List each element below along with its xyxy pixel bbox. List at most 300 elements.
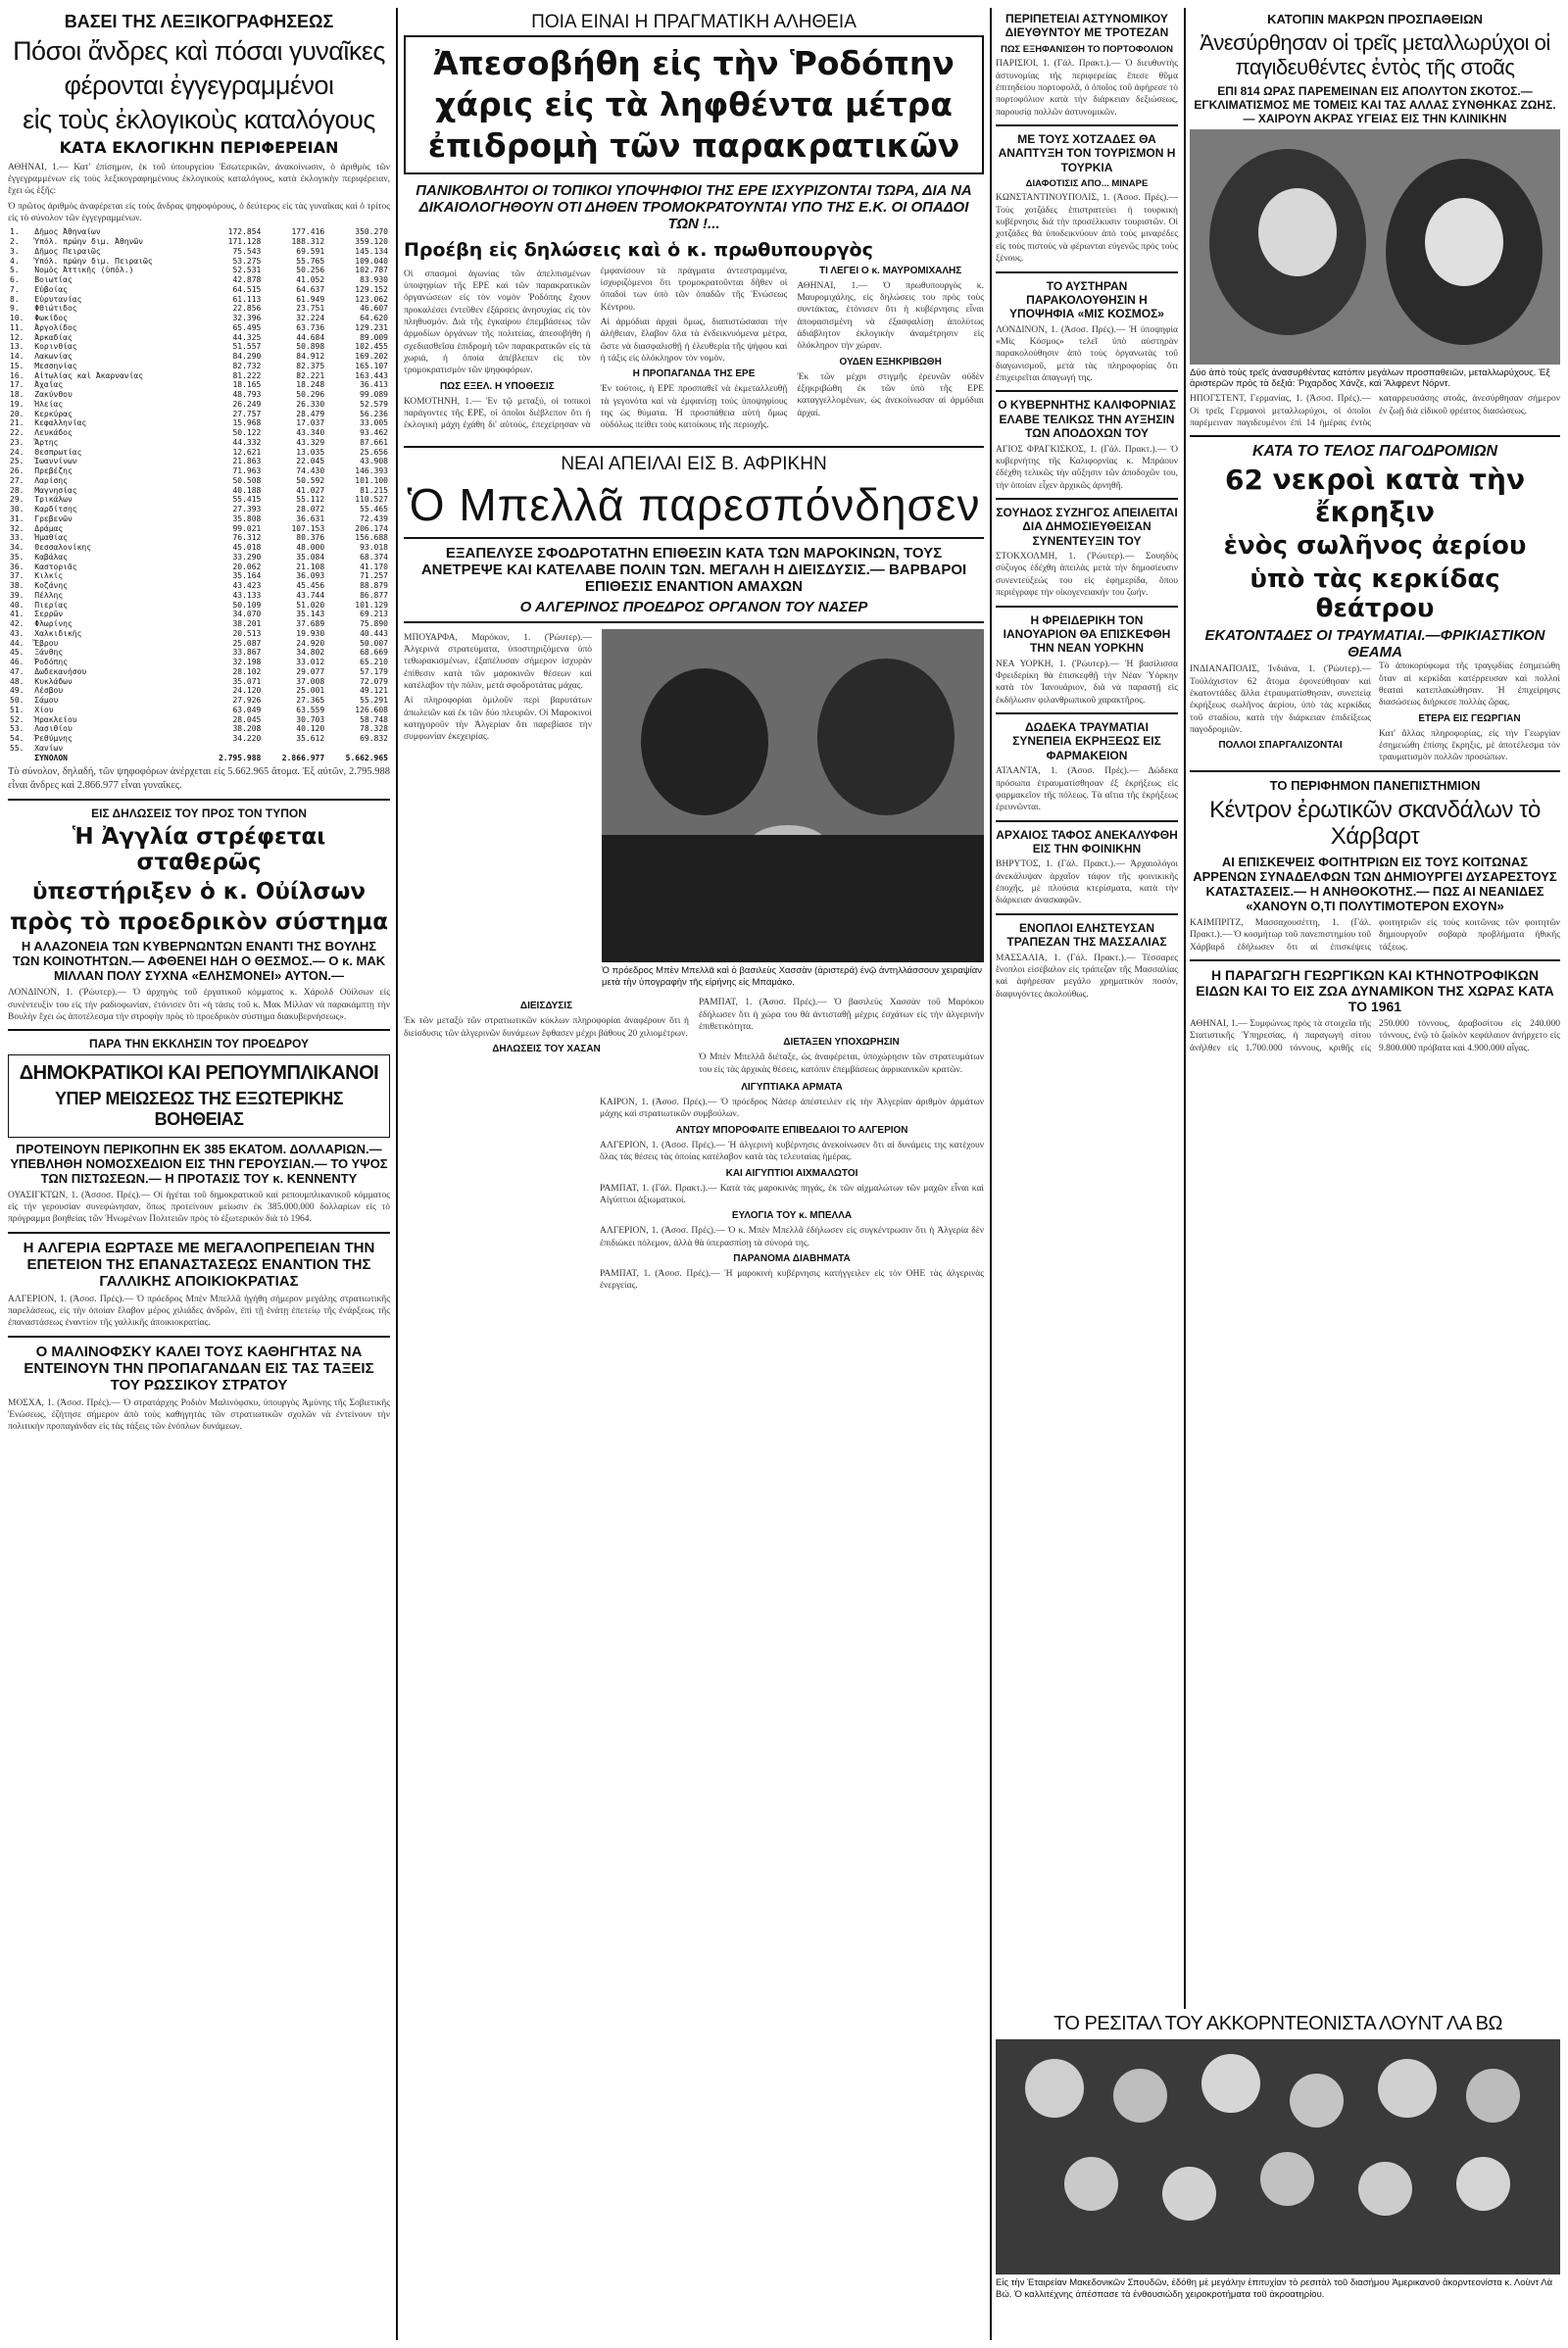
results-row [8,686,390,696]
women-count: 13.035 [296,447,325,457]
district-name: Ἀρκαδίας [34,332,73,342]
district-name: Χαλκιδικῆς [34,628,82,638]
row-number: 30. [10,505,24,514]
rodopi-subhead: Προέβη εἰς δηλώσεις καὶ ὁ κ. πρωθυπουργὸς [404,238,873,261]
wilson-headline-3: πρὸς τὸ προεδρικὸν σύστημα [9,908,389,935]
row-number: 10. [10,314,24,322]
total-count: 83.930 [360,275,388,284]
aid-headline-box [8,1054,390,1137]
results-row [8,639,390,649]
district-name: Ἠλείας [34,399,64,409]
total-count: 25.656 [360,447,388,457]
row-number: 21. [10,418,24,428]
harvard-body: ΚΑΙΜΠΡΙΤΖ, Μασσαχουσέττη, 1. (Γάλ. Πρακτ.).— Ὁ κοσμήτωρ τοῦ πανεπιστημίου τοῦ Χάρβαρδ ἐδήλωσεν ὅτι αἱ ἐπισκέψεις φοιτητριῶν εἰς τοὺς κοιτῶνας τῶν φοιτητῶν δημιουργοῦν σοβαρὰ προβλήματα ἠθικῆς τάξεως. [1190,918,1560,953]
aid-body: ΟΥΑΣΙΓΚΤΩΝ, 1. (Ἀσσοσ. Πρές).— Οἱ ἡγέται τοῦ δημοκρατικοῦ καὶ ρεπουμπλικανικοῦ κόμματος εἰς τὴν γερουσίαν συνεφώνησαν, ὅπως προτείνουν μείωσιν ἐκ 385.000.000 δολλαρίων εἰς τὸ πρόγραμμα βοηθείας τῶν Ἡνωμένων Πολιτειῶν πρὸς τὸ ἐξωτερικόν διὰ τὸ 1964. [8,1190,390,1225]
district-name: Μεσσηνίας [34,361,77,370]
total-label: ΣΥΝΟΛΟΝ [34,753,68,762]
africa-kicker-4: ΚΑΙ ΑΙΓΥΠΤΙΟΙ ΑΙΧΜΑΛΩΤΟΙ [725,1167,858,1179]
row-number: 42. [10,619,24,628]
rodopi-section-2: Η ΠΡΟΠΑΓΑΝΔΑ ΤΗΣ ΕΡΕ [632,368,756,380]
results-row [8,505,390,514]
men-count [200,744,264,754]
district-name: Ὑπόλ. πρώην διμ. Πειραιῶς [34,256,153,266]
row-number: 12. [10,332,24,342]
row-number: 46. [10,658,24,666]
results-row [8,390,390,400]
africa-body-4: ΡΑΜΠΑΤ, 1. (Ἀσοσ. Πρές).— Ὁ βασιλεὺς Χασσὰν τοῦ Μαρόκου ἐδήλωσεν ὅτι ἡ χώρα του θὰ ἀντισταθῇ μέχρις ἐσχάτων εἰς τὴν ἀλγερινὴν ἐπιθετικότητα. [699,998,984,1033]
total-count: 93.018 [360,543,388,552]
men-count: 12.621 [232,447,262,457]
women-count: 74.430 [296,466,325,475]
women-count: 35.084 [296,552,325,562]
rodeo-headline-1: 62 νεκροὶ κατὰ τὴν ἔκρηξιν [1224,464,1526,528]
district-name: Αἰτωλίας καὶ Ἀκαρνανίας [34,370,144,380]
miners-headline: Ἀνεσύρθησαν οἱ τρεῖς μεταλλωρύχοι οἱ παγιδευθέντες ἐντὸς τῆς στοᾶς [1200,30,1550,80]
women-count: 80.376 [296,533,325,543]
men-count: 50.508 [232,475,262,485]
row-number: 31. [10,514,24,523]
women-count: 55.765 [296,256,325,266]
row-number: 41. [10,610,24,619]
results-row [8,610,390,619]
women-count: 34.802 [296,648,325,658]
rodopi-body-2: ΚΟΜΟΤΗΝΗ, 1.— Ἐν τῷ μεταξύ, οἱ τοπικοὶ παράγοντες τῆς ΕΡΕ, οἱ ὁποῖοι διέβλεπον ὅτι ἡ ἐκλογικὴ μάχη ἐχάθη δι' αὐτούς, ἐπεχείρησαν νὰ ἐμφανίσουν τὰ πράγματα ἀντεστραμμένα, ἰσχυριζόμενοι ὅτι τρομοκρατοῦνται δῆθεν οἱ ὀπαδοί των ὑπὸ τῶν ὀπαδῶν τῆς Ἑνώσεως Κέντρου. [404,266,788,431]
total-count: 156.688 [355,533,388,543]
men-count: 28.045 [232,714,262,724]
results-row [8,410,390,419]
rodopi-headline-box [404,35,984,174]
harvard-subhead: ΑΙ ΕΠΙΣΚΕΨΕΙΣ ΦΟΙΤΗΤΡΙΩΝ ΕΙΣ ΤΟΥΣ ΚΟΙΤΩΝΑΣ ΑΡΡΕΝΩΝ ΣΥΝΑΔΕΛΦΩΝ ΤΩΝ ΔΗΜΙΟΥΡΓΕΙ ΔΥΣΑΡΕΣΤΟΥΣ ΚΑΤΑΣΤΑΣΕΙΣ.— Η ΑΝΗΘΟΚΟΤΗΣ.— ΠΩΣ ΑΙ ΝΕΑΝΙΔΕΣ «ΧΑΝΟΥΝ Ο,ΤΙ ΠΟΛΥΤΙΜΟΤΕΡΟΝ ΕΧΟΥΝ» [1193,855,1557,914]
accordion-headline: ΤΟ ΡΕΣΙΤΑΛ ΤΟΥ ΑΚΚΟΡΝΤΕΟΝΙΣΤΑ ΛΟΥΝΤ ΛΑ ΒΩ [1054,2013,1502,2034]
results-row [8,677,390,687]
row-number: 34. [10,543,24,552]
women-count: 29.077 [296,666,325,676]
men-count: 51.557 [232,342,262,352]
row-number: 50. [10,696,24,705]
women-count: 33.012 [296,658,325,666]
total-count: 55.465 [360,505,388,514]
men-count: 48.793 [232,390,262,399]
row-number: 15. [10,361,24,370]
women-count: 22.045 [296,457,325,466]
africa-kicker-2: ΛΙΓΥΠΤΙΑΚΑ ΑΡΜΑΤΑ [741,1082,843,1094]
results-row [8,304,390,314]
district-name: Δῆμος Πειραιῶς [34,246,101,256]
results-row [8,581,390,591]
results-row [8,295,390,305]
total-count: 49.121 [360,686,388,696]
district-name: Λασιθίου [34,724,73,734]
agriculture-body: ΑΘΗΝΑΙ, 1.— Συμφώνως πρὸς τὰ στοιχεῖα τῆς Στατιστικῆς Ὑπηρεσίας, ἡ παραγωγὴ σίτου ἀνῆλθεν εἰς 1.700.000 τόννους, κριθῆς εἰς 250.000 τόννους, ἀραβοσίτου εἰς 240.000 τόννους, ἐνῷ τὸ ζωϊκὸν κεφάλαιον ἀνήρχετο εἰς 9.800.000 πρόβατα καὶ 4.900.000 αἶγας. [1190,1019,1560,1053]
africa-section-1: ΔΙΕΙΣΔΥΣΙΣ [519,1001,573,1012]
wilson-kicker: ΕΙΣ ΔΗΛΩΣΕΙΣ ΤΟΥ ΠΡΟΣ ΤΟΝ ΤΥΠΟΝ [91,806,307,820]
california-body: ΑΓΙΟΣ ΦΡΑΓΚΙΣΚΟΣ, 1. (Γάλ. Πρακτ.).— Ὁ κυβερνήτης τῆς Καλιφορνίας κ. Μπράουν ἐδέχθη τελικῶς τὴν αὔξησιν τῶν ἀποδοχῶν του, τὴν ὁποίαν εἶχεν ἀρχικῶς ἀρνηθῆ. [996,444,1178,491]
total-count: 65.210 [360,658,388,666]
district-name: Βοιωτίας [34,275,73,284]
total-all: 5.662.965 [345,753,388,762]
algeria-body: ΑΛΓΕΡΙΟΝ, 1. (Ἀσοσ. Πρές).— Ὁ πρόεδρος Μπὲν Μπελλᾶ ἡγήθη σήμερον μεγάλης στρατιωτικῆς παρελάσεως, εἰς τὴν ὁποίαν ἔλαβον μέρος χιλιάδες ἀνδρῶν, ἐπὶ τῇ ἐνάτῃ ἐπετείῳ τῆς ἐνάρξεως τῆς ἐπαναστάσεως ἐναντίον τῆς γαλλικῆς ἀποικιοκρατίας. [8,1294,390,1329]
results-row [8,371,390,381]
women-count: 26.330 [296,399,325,409]
total-count: 123.062 [355,294,388,304]
total-count: 169.202 [355,352,388,361]
total-count: 206.174 [355,523,388,533]
pharmacy-body: ΑΤΛΑΝΤΑ, 1. (Ἀσοσ. Πρές).— Δώδεκα πρόσωπα ἐτραυματίσθησαν ἐξ ἐκρήξεως εἰς φαρμακεῖον τῆς πόλεως. Τὰ αἴτια τῆς ἐκρήξεως ἐρευνῶνται. [996,766,1178,813]
rodopi-body-5: ΑΘΗΝΑΙ, 1.— Ὁ πρωθυπουργὸς κ. Μαυρομιχάλης, εἰς δηλώσεις του πρὸς τοὺς συντάκτας, ἐτόνισεν ὅτι ἡ κυβέρνησις εἶναι ἀποφασισμένη νὰ ἐξασφαλίσῃ ἀπολύτως ἀδιάβλητον ἐκλογικὴν ἀναμέτρησιν εἰς ὁλόκληρον τὴν χώραν. [797,280,984,352]
africa-cont-body-3: ΡΑΜΠΑΤ, 1. (Γάλ. Πρακτ.).— Κατὰ τὰς μαροκινὰς πηγάς, ἐκ τῶν αἰχμαλώτων τῶν μαχῶν εἶναι καὶ Αἰγύπτιοι ἀξιωματικοί. [600,1183,984,1205]
men-count: 61.113 [232,294,262,304]
results-row [8,514,390,524]
women-count: 50.592 [296,475,325,485]
women-count: 35.612 [296,734,325,743]
results-row [8,342,390,352]
row-number: 54. [10,734,24,743]
women-count: 177.416 [291,227,325,237]
total-count: 87.661 [360,437,388,447]
total-count: 126.608 [355,705,388,714]
column-left [8,8,390,2340]
rodopi-body-4: Ἐν τούτοις, ἡ ΕΡΕ προσπαθεῖ νὰ ἐκμεταλλευθῇ τὰ γεγονότα καὶ νὰ ἐμφανίσῃ τοὺς ὑποψηφίους της ὡς θύματα. Ἡ προσπάθεια αὐτὴ ὅμως οὐδόλως πείθει τοὺς κατοίκους τῆς περιοχῆς. [600,384,788,431]
men-count: 40.188 [232,485,262,495]
district-name: Λακωνίας [34,352,73,361]
district-name: Ἔβρου [34,638,59,648]
rodopi-headline-2: χάρις εἰς τὰ ληφθέντα μέτρα [435,84,953,123]
california-headline: Ο ΚΥΒΕΡΝΗΤΗΣ ΚΑΛΙΦΟΡΝΙΑΣ ΕΛΑΒΕ ΤΕΛΙΚΩΣ ΤΗΝ ΑΥΞΗΣΙΝ ΤΩΝ ΑΠΟΔΟΧΩΝ ΤΟΥ [998,398,1176,441]
swedish-spouse-body: ΣΤΟΚΧΟΛΜΗ, 1. (Ῥώυτερ).— Σουηδὸς σύζυγος ἐδέχθη ἀπειλὰς μετὰ τὴν δημοσίευσιν συνεντεύξεώς του εἰς ἐφημερίδα, ὅπου περιέγραφε τὴν οἰκογενειακήν του ζωήν. [996,552,1178,599]
men-count: 24.120 [232,686,262,696]
results-row [8,466,390,476]
district-name: Ῥοδόπης [34,658,68,666]
women-count: 63.736 [296,322,325,332]
africa-kicker: ΝΕΑΙ ΑΠΕΙΛΑΙ ΕΙΣ Β. ΑΦΡΙΚΗΝ [561,453,827,474]
results-row [8,553,390,563]
row-number: 29. [10,495,24,505]
algeria-headline: Η ΑΛΓΕΡΙΑ ΕΩΡΤΑΣΕ ΜΕ ΜΕΓΑΛΟΠΡΕΠΕΙΑΝ ΤΗΝ ΕΠΕΤΕΙΟΝ ΤΗΣ ΕΠΑΝΑΣΤΑΣΕΩΣ ΕΝΑΝΤΙΟΝ ΤΗΣ ΓΑΛΛΙΚΗΣ ΑΠΟΙΚΙΟΚΡΑΤΙΑΣ [23,1239,375,1290]
lexico-headline-3: εἰς τοὺς ἐκλογικοὺς καταλόγους [23,105,375,135]
rodeo-section-1: ΠΟΛΛΟΙ ΣΠΑΡΓΑΛΙΖΟΝΤΑΙ [1218,740,1343,752]
results-row [8,362,390,371]
men-count: 32.396 [232,314,262,322]
men-count: 64.515 [232,284,262,294]
africa-section-3: ΔΙΕΤΑΞΕΝ ΥΠΟΧΩΡΗΣΙΝ [783,1037,900,1049]
women-count: 25.001 [296,686,325,696]
district-name: Φλωρίνης [34,619,73,628]
women-count: 30.703 [296,714,325,724]
results-row [8,744,390,754]
rodopi-section-3: ΤΙ ΛΕΓΕΙ Ο κ. ΜΑΥΡΟΜΙΧΑΛΗΣ [819,265,962,276]
peripeteiai-headline: ΠΕΡΙΠΕΤΕΙΑΙ ΑΣΤΥΝΟΜΙΚΟΥ ΔΙΕΥΘΥΝΤΟΥ ΜΕ ΤΡΟΤΕΖΑΝ [1004,12,1169,40]
total-count: 52.579 [360,399,388,409]
rodopi-kicker: ΠΟΙΑ ΕΙΝΑΙ Η ΠΡΑΓΜΑΤΙΚΗ ΑΛΗΘΕΙΑ [531,12,857,32]
district-name: Κυκλάδων [34,676,73,686]
men-count: 18.165 [232,380,262,390]
row-number: 48. [10,676,24,686]
lexico-headline-2: φέρονται ἐγγεγραμμένοι [64,71,334,101]
men-count: 38.201 [232,619,262,628]
results-row [8,323,390,333]
miners-body: ΗΠΟΓΣΤΕΝΤ, Γερμανίας, 1. (Ἀσοσ. Πρές).— Οἱ τρεῖς Γερμανοὶ μεταλλωρύχοι, οἱ ὁποῖοι παρέμειναν παγιδευμένοι ἐπὶ 14 ἡμέρας ἐντὸς καταρρευσάσης στοᾶς, ἀνεσύρθησαν σήμερον ἐν ζωῇ διὰ εἰδικοῦ φρέατος διασώσεως. [1190,394,1560,429]
row-number: 22. [10,428,24,437]
district-name: Λευκάδος [34,428,73,437]
row-number: 32. [10,523,24,533]
women-count: 27.365 [296,696,325,705]
results-row [8,543,390,553]
men-count: 28.102 [232,666,262,676]
women-count: 107.153 [291,523,325,533]
men-count: 26.249 [232,399,262,409]
row-number: 19. [10,399,24,409]
women-count [263,744,326,754]
total-count: 129.231 [355,322,388,332]
men-count: 33.290 [232,552,262,562]
total-count: 69.213 [360,610,388,619]
women-count: 45.456 [296,581,325,590]
frederiki-body: ΝΕΑ ΥΟΡΚΗ, 1. (Ῥώυτερ).— Ἡ βασίλισσα Φρειδερίκη θὰ ἐπισκεφθῇ τὴν Νέαν Ὑόρκην κατὰ τὸν Ἰανουάριον, διὰ νὰ παραστῇ εἰς ἐκδήλωσιν φιλανθρωπικοῦ χαρακτῆρος. [996,659,1178,706]
district-name: Ἀργολίδος [34,322,77,332]
column-rule-2 [990,8,992,2340]
women-count: 41.027 [296,485,325,495]
results-row [8,629,390,639]
africa-kicker-6: ΠΑΡΑΝΟΜΑ ΔΙΑΒΗΜΑΤΑ [733,1252,851,1264]
total-count: 93.462 [360,428,388,437]
women-count: 18.248 [296,380,325,390]
africa-cont-body-2: ΑΛΓΕΡΙΟΝ, 1. (Ἀσοσ. Πρές).— Ἡ ἀλγερινὴ κυβέρνησις ἀνεκοίνωσεν ὅτι αἱ δυνάμεις της κατέχουν ὅλας τὰς θέσεις τὰς ὁποίας κατέλαβον κατὰ τὰς τελευταίας ἡμέρας. [600,1140,984,1163]
africa-body-3: Ἐκ τῶν μεταξὺ τῶν στρατιωτικῶν κύκλων πληροφορίαι ἀναφέρουν ὅτι ἡ διείσδυσις τῶν ἀλγερινῶν δυνάμεων ἔφθασεν μέχρι βάθους 20 χιλιομέτρων. [404,1016,689,1039]
africa-more-columns [404,997,984,1076]
results-row [8,352,390,362]
row-number: 18. [10,390,24,399]
women-count: 69.591 [296,246,325,256]
district-name: Καρδίτσης [34,505,77,514]
men-count: 25.087 [232,638,262,648]
miss-world-headline: ΤΟ ΑΥΣΤΗΡΑΝ ΠΑΡΑΚΟΛΟΥΘΗΣΙΝ Η ΥΠΟΨΗΦΙΑ «ΜΙΣ ΚΟΣΜΟΣ» [1009,278,1164,321]
rodopi-headline-3: ἐπιδρομὴ τῶν παρακρατικῶν [427,125,960,165]
women-count: 61.949 [296,294,325,304]
results-row [8,476,390,486]
district-name: Φθιώτιδος [34,304,77,314]
benbella-hassan-photo [602,629,984,962]
results-row [8,724,390,734]
swedish-spouse-headline: ΣΟΥΗΔΟΣ ΣΥΖΗΓΟΣ ΑΠΕΙΛΕΙΤΑΙ ΔΙΑ ΔΗΜΟΣΙΕΥΘΕΙΣΑΝ ΣΥΝΕΝΤΕΥΞΙΝ ΤΟΥ [996,505,1178,548]
africa-continuation [404,1082,984,1292]
wilson-body: ΛΟΝΔΙΝΟΝ, 1. (Ῥώυτερ).— Ὁ ἀρχηγὸς τοῦ ἐργατικοῦ κόμματος κ. Χάρολδ Οὐίλσων εἰς συνέντευξίν του εἰς τὴν ραδιοφωνίαν, ἐτόνισεν ὅτι «ἡ τάσις τοῦ κ. Μακ Μίλλαν νὰ παρακάμπτῃ τὴν Βουλὴν ἔχει ὡς ἀποτέλεσμα τὴν στροφὴν πρὸς τὸ προεδρικὸν σύστημα διακυβερνήσεως». [8,988,390,1022]
row-number: 49. [10,686,24,696]
total-women: 2.866.977 [281,753,325,762]
accordion-section [996,2009,1560,2340]
district-name: Καστοριᾶς [34,562,77,571]
district-name: Τρικάλων [34,495,73,505]
row-number: 36. [10,562,24,571]
results-row [8,486,390,496]
men-count: 55.415 [232,495,262,505]
results-row [8,237,390,247]
women-count: 28.072 [296,505,325,514]
rodopi-body-1: Οἱ σπασμοὶ ἀγωνίας τῶν ἀπελπισμένων ὑποψηφίων τῆς ΕΡΕ καὶ τῶν παρακρατικῶν ὀργανώσεων εἰς τὸν νομὸν Ῥοδόπης ἔχουν προκαλέσει ἐντεῦθεν ἐξάρσεις ἀνησυχίας εἰς τὸν πληθυσμόν. Διὰ τῆς ἐγκαίρου ἐπεμβάσεως τῶν ἀρμοδίων ὀργάνων τῆς πολιτείας, ἀπεσοβήθη ἡ σχεδιασθεῖσα ἐπιδρομὴ τῶν παρακρατικῶν εἰς τὰ χωριά, ἡ ὁποία ἀπέβλεπεν εἰς τὸν τρομοκρατισμὸν τῶν ψηφοφόρων. [404,269,591,376]
row-number: 23. [10,437,24,447]
total-count: 350.270 [355,227,388,237]
row-number: 53. [10,724,24,734]
row-number: 9. [10,304,20,314]
results-row [8,533,390,543]
row-number: 51. [10,705,24,714]
row-number: 26. [10,466,24,475]
district-name: Ἡρακλείου [34,714,77,724]
results-row [8,619,390,629]
district-name: Ὑπόλ. πρώην διμ. Ἀθηνῶν [34,237,144,246]
pharmacy-headline: ΔΩΔΕΚΑ ΤΡΑΥΜΑΤΙΑΙ ΣΥΝΕΠΕΙΑ ΕΚΡΗΞΕΩΣ ΕΙΣ ΦΑΡΜΑΚΕΙΟΝ [1012,720,1161,762]
results-row [8,457,390,466]
total-count: 57.179 [360,666,388,676]
men-count: 43.133 [232,590,262,600]
total-count: 165.107 [355,361,388,370]
aid-kicker: ΠΑΡΑ ΤΗΝ ΕΚΚΛΗΣΙΝ ΤΟΥ ΠΡΟΕΔΡΟΥ [88,1037,310,1052]
district-name: Δῆμος Ἀθηναίων [34,227,101,237]
district-name: Μαγνησίας [34,485,77,495]
results-row [8,380,390,390]
africa-kicker-5: ΕΥΛΟΓΙΑ ΤΟΥ κ. ΜΠΕΛΛΑ [731,1210,853,1222]
africa-subhead: ΕΞΑΠΕΛΥΣΕ ΣΦΟΔΡΟΤΑΤΗΝ ΕΠΙΘΕΣΙΝ ΚΑΤΑ ΤΩΝ ΜΑΡΟΚΙΝΩΝ, ΤΟΥΣ ΑΝΕΤΡΕΨΕ ΚΑΙ ΚΑΤΕΛΑΒΕ ΠΟΛΙΝ ΤΩΝ. ΜΕΓΑΛΗ Η ΔΙΕΙΣΔΥΣΙΣ.— ΒΑΡΒΑΡΟΙ ΕΠΙΘΕΣΙΣ ΕΝΑΝΤΙΟΝ ΑΜΑΧΩΝ [420,544,967,595]
men-count: 99.021 [232,523,262,533]
africa-body-5: Ὁ Μπὲν Μπελλᾶ διέταξε, ὡς ἀναφέρεται, ὑποχώρησιν τῶν στρατευμάτων του εἰς τὰς ἀρχικὰς θέσεις, κατόπιν ἐπεμβάσεως ἀφρικανικῶν κρατῶν. [699,1052,984,1075]
row-number: 4. [10,256,20,266]
wilson-headline-2: ὑπεστήριξεν ὁ κ. Οὐίλσων [31,879,367,905]
men-count: 22.856 [232,304,262,314]
results-row [8,524,390,534]
aid-subhead: ΠΡΟΤΕΙΝΟΥΝ ΠΕΡΙΚΟΠΗΝ ΕΚ 385 ΕΚΑΤΟΜ. ΔΟΛΛΑΡΙΩΝ.— ΥΠΕΒΛΗΘΗ ΝΟΜΟΣΧΕΔΙΟΝ ΕΙΣ ΤΗΝ ΓΕΡΟΥΣΙΑΝ.— ΤΟ ΥΨΟΣ ΤΩΝ ΠΙΣΤΩΣΕΩΝ.— Η ΠΡΟΤΑΣΙΣ ΤΟΥ κ. ΚΕΝΝΕΝΤΥ [10,1141,388,1186]
men-count: 44.332 [232,437,262,447]
row-number: 37. [10,571,24,581]
women-count: 188.312 [291,237,325,246]
district-name: Πέλλης [34,590,64,600]
men-count: 45.018 [232,543,262,552]
district-name: Δωδεκανήσου [34,666,87,676]
district-name: Φωκίδος [34,314,68,322]
men-count: 20.062 [232,562,262,571]
rodeo-body-3: Κατ' ἄλλας πληροφορίας, εἰς τὴν Γεωργίαν ἐσημειώθη ἐπίσης ἔκρηξις, μὲ ἀποτέλεσμα τὸν τραυματισμὸν πολλῶν προσώπων. [1379,728,1560,763]
total-count: 145.134 [355,246,388,256]
bank-body: ΜΑΣΣΑΛΙΑ, 1. (Γάλ. Πρακτ.).— Τέσσαρες ἔνοπλοι εἰσέβαλον εἰς τράπεζαν τῆς Μασσαλίας καὶ ἀφήρεσαν μεγάλο χρηματικὸν ποσόν, διαφυγόντες ἀκολούθως. [996,953,1178,1000]
column-rule-3 [1184,8,1186,2340]
africa-headline: Ὁ Μπελλᾶ παρεσπόνδησεν [407,478,981,530]
district-name: Ἠμαθίας [34,533,68,543]
lexico-headline-4: ΚΑΤΑ ΕΚΛΟΓΙΚΗΝ ΠΕΡΙΦΕΡΕΙΑΝ [59,138,339,158]
district-name: Ζακύνθου [34,390,73,399]
row-number: 44. [10,638,24,648]
column-center [404,8,984,2340]
women-count: 63.559 [296,705,325,714]
rodopi-section-1: ΠΩΣ ΕΞΕΛ. Η ΥΠΟΘΕΣΙΣ [439,380,555,392]
row-number: 28. [10,485,24,495]
lexico-lead: ΑΘΗΝΑΙ, 1.— Κατ' ἐπίσημον, ἐκ τοῦ ὑπουργείου Ἐσωτερικῶν, ἀνακοίνωσιν, ὁ ἀριθμὸς τῶν ἐγγεγραμμένων εἰς τοὺς λεξικογραφημένους ἐκλογικοὺς καταλόγους, κατὰ ἐκλογικὴν περιφέρειαν, ἔχει ὡς ἑξῆς: [8,162,390,197]
results-row [8,696,390,706]
district-name: Χίου [34,705,54,714]
row-number: 35. [10,552,24,562]
peripeteiai-subhead: ΠΩΣ ΕΞΗΦΑΝΙΣΘΗ ΤΟ ΠΟΡΤΟΦΟΛΙΟΝ [1000,43,1174,55]
women-count: 82.375 [296,361,325,370]
men-count: 53.275 [232,256,262,266]
rodopi-body-columns [404,266,984,432]
row-number: 8. [10,294,20,304]
rodeo-kicker: ΚΑΤΑ ΤΟ ΤΕΛΟΣ ΠΑΓΟΔΡΟΜΙΩΝ [1251,443,1498,461]
results-row [8,667,390,677]
results-row [8,571,390,581]
results-row [8,285,390,295]
row-number: 1. [10,227,20,237]
results-row [8,227,390,237]
women-count: 43.340 [296,428,325,437]
district-name: Νομὸς Ἀττικῆς (ὑπόλ.) [34,266,134,275]
africa-body-1: ΜΠΟΥΑΡΦΑ, Μαρόκον, 1. (Ῥώυτερ).— Ἀλγερινὰ στρατεύματα, ὑποστηριζόμενα ὑπὸ τεθωρακισμένων, ἐξαπέλυσαν σήμερον ἰσχυρὰν ἐπίθεσιν κατὰ τῶν μαροκινῶν θέσεων καὶ κατέλαβον τὴν πόλιν, μετὰ σφοδροτάτας μάχας. [404,632,592,692]
results-row [8,314,390,323]
results-row [8,591,390,601]
district-name: Κεφαλληνίας [34,418,87,428]
total-count: 78.328 [360,724,388,734]
district-name: Καβάλας [34,552,68,562]
africa-section-2: ΔΗΛΩΣΕΙΣ ΤΟΥ ΧΑΣΑΝ [492,1044,601,1055]
row-number: 24. [10,447,24,457]
men-count: 34.220 [232,734,262,743]
district-name: Εὐρυτανίας [34,294,82,304]
men-count: 21.863 [232,457,262,466]
men-count: 32.198 [232,658,262,666]
rodopi-headline-1: Ἀπεσοβήθη εἰς τὴν Ῥοδόπην [433,44,955,82]
lexico-note: Ὁ πρῶτος ἀριθμὸς ἀναφέρεται εἰς τοὺς ἄνδρας ψηφοφόρους, ὁ δεύτερος εἰς τὰς γυναῖκας καὶ ὁ τρίτος εἰς τὸ σύνολον τῶν ἐγγεγραμμένων. [8,201,390,223]
total-count: 64.620 [360,314,388,322]
women-count: 82.221 [296,370,325,380]
men-count: 63.049 [232,705,262,714]
men-count: 35.164 [232,571,262,581]
results-row [8,648,390,658]
rodeo-body-1: ΙΝΔΙΑΝΑΠΟΛΙΣ, Ἰνδιάνα, 1. (Ῥώυτερ).— Τοὐλάχιστον 62 ἄτομα ἐφονεύθησαν καὶ ἑκατοντάδες ἄλλα ἐτραυματίσθησαν, συνεπείᾳ ἐκρήξεως σωλῆνος ἀερίου, ὑπὸ τὰς κερκίδας τοῦ σταδίου, κατὰ τὴν διάρκειαν ἐπιδείξεως παγοδρομιῶν. [1190,664,1371,736]
results-row [8,715,390,725]
men-count: 42.878 [232,275,262,284]
men-count: 82.732 [232,361,262,370]
total-count: 72.079 [360,676,388,686]
total-count: 101.129 [355,600,388,610]
women-count: 17.037 [296,418,325,428]
men-count: 35.071 [232,676,262,686]
total-count: 50.007 [360,638,388,648]
total-count: 43.908 [360,457,388,466]
miners-photo-caption: Δύο ἀπὸ τοὺς τρεῖς ἀνασυρθέντας κατόπιν μεγάλων προσπαθειῶν, μεταλλωρύχους. Ἐξ ἀριστερῶν πρὸς τὰ δεξιά: Ῥιχαρδος Χάνζε, καὶ Ἄλφρεντ Νόρντ. [1190,367,1550,390]
results-total-row [8,754,390,763]
men-count: 43.423 [232,581,262,590]
men-count: 75.543 [232,246,262,256]
total-count: 36.413 [360,380,388,390]
row-number: 52. [10,714,24,724]
district-name: Σερρῶν [34,610,64,619]
lexico-sum: Τὸ σύνολον, δηλαδή, τῶν ψηφοφόρων ἀνέρχεται εἰς 5.662.965 ἄτομα. Ἐξ αὐτῶν, 2.795.988 εἶναι ἄνδρες καὶ 2.866.977 εἶναι γυναῖκες. [8,766,390,791]
lexico-headline-1: Πόσοι ἄνδρες καὶ πόσαι γυναῖκες [13,36,385,66]
women-count: 32.224 [296,314,325,322]
row-number: 27. [10,475,24,485]
total-spacer [8,754,32,763]
column-briefs [996,8,1178,2340]
total-count: 55.291 [360,696,388,705]
total-count: 86.877 [360,590,388,600]
row-number: 33. [10,533,24,543]
women-count: 37.008 [296,676,325,686]
row-number: 5. [10,266,20,275]
district-name: Κιλκίς [34,571,64,581]
results-row [8,495,390,505]
women-count: 23.751 [296,304,325,314]
row-number: 47. [10,666,24,676]
miss-world-body: ΛΟΝΔΙΝΟΝ, 1. (Ἀσοσ. Πρές).— Ἡ ὑποψηφία «Μὶς Κόσμος» τελεῖ ὑπὸ αὐστηρὰν παρακολούθησιν ἀπὸ τοὺς ὀργανωτὰς τοῦ διαγωνισμοῦ, μετὰ τὰς πληροφορίας ὅτι ἐπιχειρεῖται ἀπαγωγή της. [996,324,1178,384]
men-count: 171.128 [227,237,262,246]
wilson-headline-1: Ἡ Ἀγγλία στρέφεται σταθερῶς [72,823,326,875]
rodeo-body-2: Τὸ ἀποκορύφωμα τῆς τραγῳδίας ἐσημειώθη ὅταν αἱ κερκίδαι κατέρρευσαν καὶ πολλοὶ θεαταὶ κατεπλακώθησαν. Ἡ ἐπιχείρησις διασώσεως διήρκεσε πολλὰς ὥρας. [1379,661,1560,709]
